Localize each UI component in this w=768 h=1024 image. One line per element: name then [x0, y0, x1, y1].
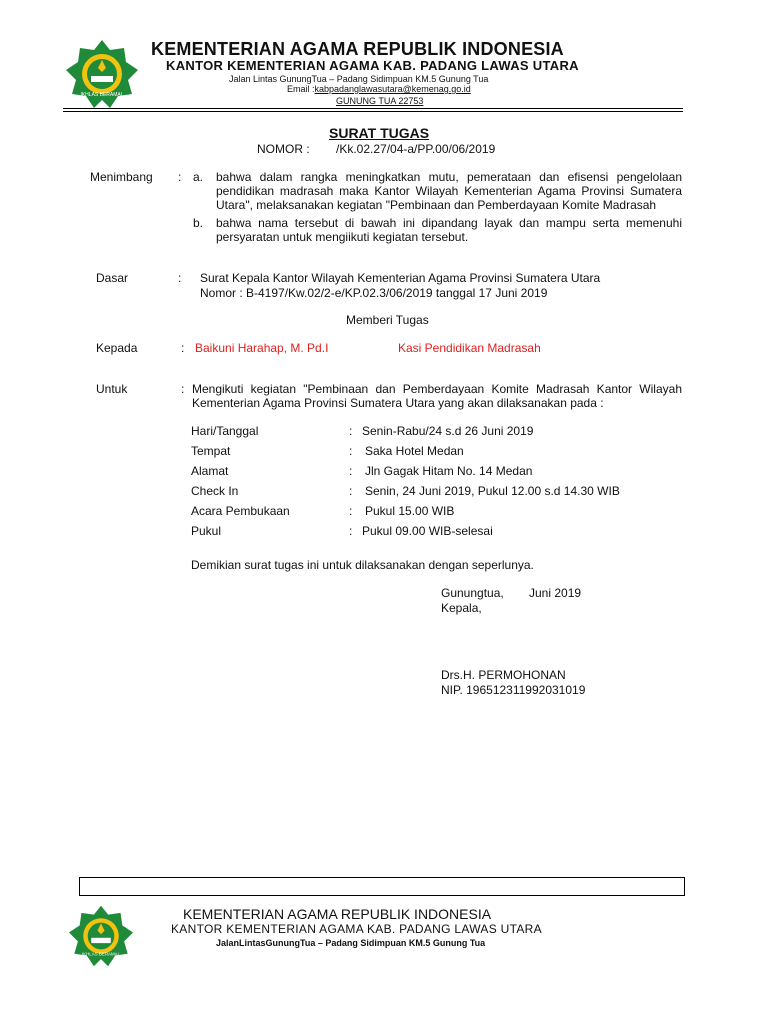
kepada-name: Baikuni Harahap, M. Pd.I: [195, 341, 329, 355]
header-office: KANTOR KEMENTERIAN AGAMA KAB. PADANG LAWAS UTARA: [166, 58, 579, 73]
dasar-colon: :: [178, 271, 182, 285]
footer-box: [79, 877, 685, 896]
untuk-label: Untuk: [96, 382, 128, 396]
closing-text: Demikian surat tugas ini untuk dilaksanakan dengan seperlunya.: [191, 558, 534, 572]
detail-label: Check In: [191, 484, 239, 498]
menimbang-colon: :: [178, 170, 182, 184]
header-divider: [63, 108, 683, 112]
detail-colon: :: [349, 464, 353, 478]
detail-colon: :: [349, 484, 353, 498]
menimbang-label: Menimbang: [90, 170, 153, 184]
footer-logo-text: IKHLAS BERAMAL: [81, 951, 121, 957]
footer-ministry: KEMENTERIAN AGAMA REPUBLIK INDONESIA: [183, 906, 492, 922]
menimbang-a-marker: a.: [193, 170, 204, 184]
detail-value: Senin-Rabu/24 s.d 26 Juni 2019: [362, 424, 534, 438]
logo-text: IKHLAS BERAMAL: [80, 92, 124, 98]
footer-address: JalanLintasGunungTua – Padang Sidimpuan KM.5 Gunung Tua: [216, 938, 486, 948]
untuk-text: Mengikuti kegiatan "Pembinaan dan Pemberdayaan Komite Madrasah Kantor Wilayah Kementerian Agama Provinsi Sumatera Utara yang akan dilaksanakan pada :: [192, 382, 682, 410]
header-ministry: KEMENTERIAN AGAMA REPUBLIK INDONESIA: [151, 39, 564, 59]
detail-label: Hari/Tanggal: [191, 424, 259, 438]
letter-number-label: NOMOR :: [257, 142, 310, 156]
kepada-label: Kepada: [96, 341, 138, 355]
dasar-line-1: Surat Kepala Kantor Wilayah Kementerian Agama Provinsi Sumatera Utara: [200, 271, 601, 285]
detail-value: Jln Gagak Hitam No. 14 Medan: [365, 464, 533, 478]
header-email-label: Email :: [287, 84, 315, 94]
signature-date: Juni 2019: [529, 586, 582, 600]
header-email-link[interactable]: kabpadanglawasutara@kemenag.go.id: [314, 84, 471, 94]
detail-colon: :: [349, 444, 353, 458]
footer-ministry-logo: [66, 904, 136, 968]
detail-label: Acara Pembukaan: [191, 504, 290, 518]
dasar-line-2: Nomor : B-4197/Kw.02/2-e/KP.02.3/06/2019 tanggal 17 Juni 2019: [200, 286, 548, 300]
detail-label: Alamat: [191, 464, 229, 478]
kepada-position: Kasi Pendidikan Madrasah: [398, 341, 541, 355]
header-address: Jalan Lintas GunungTua – Padang Sidimpuan KM.5 Gunung Tua: [229, 74, 489, 84]
untuk-colon: :: [181, 382, 185, 396]
menimbang-b-marker: b.: [193, 216, 204, 230]
header-email-line: [287, 84, 471, 94]
letter-title: SURAT TUGAS: [329, 125, 430, 141]
footer-office: KANTOR KEMENTERIAN AGAMA KAB. PADANG LAWAS UTARA: [171, 922, 542, 936]
letter-number-value: /Kk.02.27/04-a/PP.00/06/2019: [336, 142, 496, 156]
detail-value: Saka Hotel Medan: [365, 444, 464, 458]
menimbang-b-text: bahwa nama tersebut di bawah ini dipandang layak dan mampu serta memenuhi persyaratan untuk mengiikuti kegiatan tersebut.: [216, 216, 682, 244]
menimbang-a-text: bahwa dalam rangka meningkatkan mutu, pemerataan dan efisensi pengelolaan pendidikan madrasah maka Kantor Wilayah Kementerian Agama Provinsi Sumatera Utara", melaksanakan kegiatan "Pembinaan dan Pemberdayaan Komite Madrasah: [216, 170, 682, 212]
dasar-label: Dasar: [96, 271, 129, 285]
detail-label: Pukul: [191, 524, 222, 538]
header-postal: GUNUNG TUA 22753: [336, 96, 424, 106]
detail-colon: :: [349, 504, 353, 518]
detail-label: Tempat: [191, 444, 231, 458]
detail-colon: :: [349, 424, 353, 438]
signature-name: Drs.H. PERMOHONAN: [441, 668, 566, 682]
detail-colon: :: [349, 524, 353, 538]
detail-value: Senin, 24 Juni 2019, Pukul 12.00 s.d 14.30 WIB: [365, 484, 620, 498]
signature-nip: NIP. 196512311992031019: [441, 683, 586, 697]
detail-value: Pukul 09.00 WIB-selesai: [362, 524, 493, 538]
signature-place: Gunungtua,: [441, 586, 504, 600]
signature-title: Kepala,: [441, 601, 482, 615]
memberi-tugas-heading: Memberi Tugas: [346, 313, 429, 327]
kepada-colon: :: [181, 341, 185, 355]
detail-value: Pukul 15.00 WIB: [365, 504, 455, 518]
ministry-logo: [64, 38, 140, 110]
